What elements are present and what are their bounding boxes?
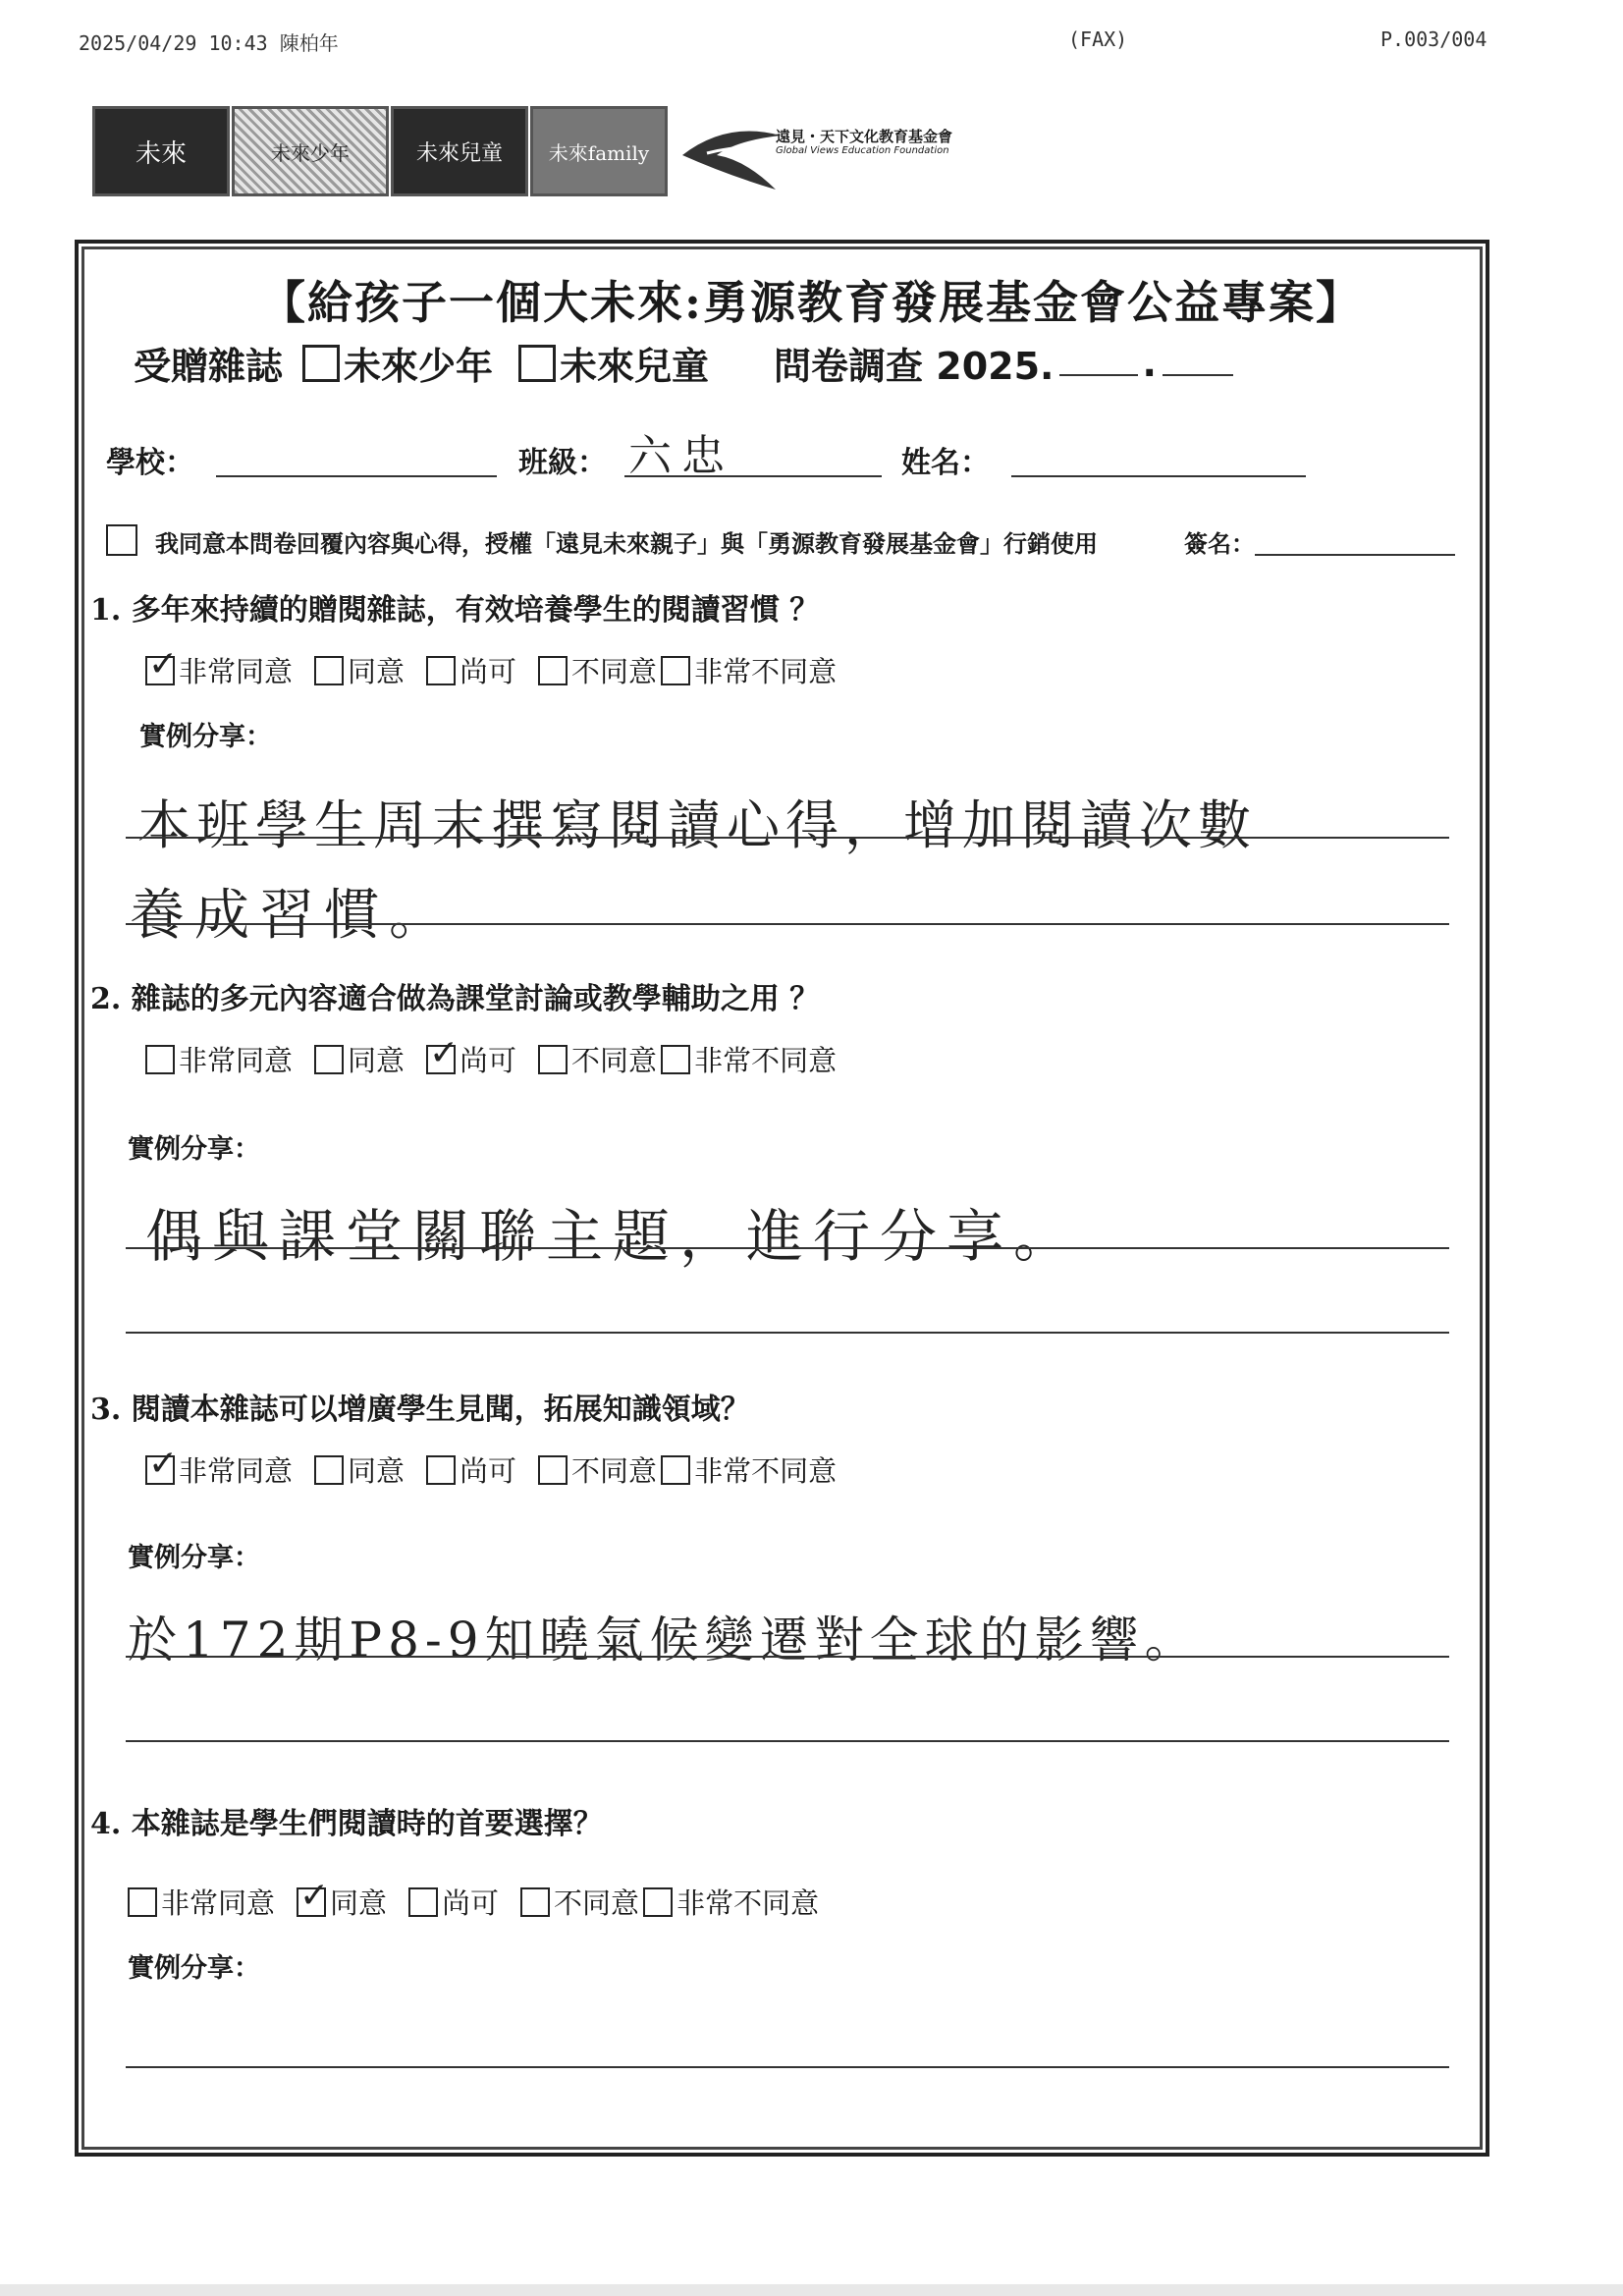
fax-datetime: 2025/04/29 10:43 陳柏年 <box>79 31 339 55</box>
q3-option-disagree[interactable] <box>538 1449 657 1490</box>
q3-option-agree[interactable] <box>314 1449 405 1490</box>
logo-weilai-family: 未來family <box>530 106 668 196</box>
question-2-text: 2. 雜誌的多元內容適合做為課堂討論或教學輔助之用 ？ <box>90 982 820 1016</box>
q2-option-strongly-agree[interactable] <box>145 1039 293 1079</box>
q3-answer-line-1: 於172期P8-9知曉氣候變遷對全球的影響。 <box>128 1612 1200 1668</box>
q2-option-strongly-disagree[interactable] <box>661 1039 837 1079</box>
q3-checkbox-disagree[interactable] <box>538 1455 568 1485</box>
q1-option-strongly-disagree[interactable] <box>661 650 837 690</box>
q1-option-neutral[interactable] <box>426 650 516 690</box>
option-label: 不同意 <box>571 1454 658 1488</box>
q1-option-agree[interactable] <box>314 650 405 690</box>
option-label: 非常不同意 <box>694 1044 838 1077</box>
q4-option-strongly-agree[interactable] <box>128 1882 275 1922</box>
q4-option-strongly-disagree[interactable] <box>643 1882 819 1922</box>
logo-weilai-ertong: 未來兒童 <box>391 106 528 196</box>
class-field[interactable] <box>624 475 882 477</box>
survey-month-line[interactable] <box>1059 374 1138 376</box>
q1-checkbox-disagree[interactable] <box>538 656 568 685</box>
class-label: 班級： <box>518 446 607 480</box>
q3-example-label: 實例分享： <box>128 1543 260 1573</box>
option-label: 非常同意 <box>161 1886 276 1920</box>
q1-answer-line-1: 本班學生周末撰寫閱讀心得，增加閱讀次數 <box>137 794 1257 856</box>
option-label: 不同意 <box>571 655 658 688</box>
q1-option-strongly-agree[interactable] <box>145 650 293 690</box>
scan-edge <box>0 2284 1623 2296</box>
q3-option-strongly-agree[interactable] <box>145 1449 293 1490</box>
foundation-name-en: Global Views Education Foundation <box>776 145 949 156</box>
option-label: 同意 <box>330 1886 388 1920</box>
q4-checkbox-strongly-agree[interactable] <box>128 1887 157 1917</box>
question-3-options <box>145 1449 858 1490</box>
q1-answer-underline-2[interactable] <box>126 923 1449 925</box>
q3-answer-underline-2[interactable] <box>126 1740 1449 1742</box>
option-label: 不同意 <box>571 1044 658 1077</box>
sign-label: 簽名： <box>1184 530 1255 558</box>
option-label: 非常不同意 <box>694 1454 838 1488</box>
option-label: 尚可 <box>460 1454 517 1488</box>
option-label: 同意 <box>348 1454 406 1488</box>
question-2-options <box>145 1039 858 1079</box>
magazine-label: 受贈雜誌 <box>134 345 284 388</box>
q3-answer-underline-1[interactable] <box>126 1656 1449 1658</box>
foundation-name: 遠見・天下文化教育基金會 <box>776 128 953 145</box>
q1-checkbox-agree[interactable] <box>314 656 344 685</box>
q1-example-label: 實例分享： <box>139 722 272 752</box>
question-3-text: 3. 閱讀本雜誌可以增廣學生見聞，拓展知識領域？ <box>90 1393 750 1427</box>
question-4-text: 4. 本雜誌是學生們閱讀時的首要選擇？ <box>90 1807 603 1841</box>
option-label: 非常同意 <box>179 1044 294 1077</box>
name-field[interactable] <box>1011 475 1306 477</box>
q4-option-agree[interactable] <box>297 1882 387 1922</box>
survey-label: 問卷調查 2025. <box>774 345 1055 388</box>
q2-option-disagree[interactable] <box>538 1039 657 1079</box>
option-label: 非常同意 <box>179 655 294 688</box>
q2-checkbox-disagree[interactable] <box>538 1045 568 1074</box>
q4-option-neutral[interactable] <box>408 1882 499 1922</box>
logo-weilai: 未來 <box>92 106 230 196</box>
q3-option-neutral[interactable] <box>426 1449 516 1490</box>
school-label: 學校： <box>106 446 194 480</box>
magazine-row <box>134 336 1233 390</box>
q2-checkbox-neutral[interactable] <box>426 1045 456 1074</box>
q3-checkbox-strongly-disagree[interactable] <box>661 1455 690 1485</box>
consent-text: 我同意本問卷回覆內容與心得，授權「遠見未來親子」與「勇源教育發展基金會」行銷使用 <box>155 530 1098 558</box>
q3-checkbox-agree[interactable] <box>314 1455 344 1485</box>
q2-answer-underline-1[interactable] <box>126 1247 1449 1249</box>
page-title: 【給孩子一個大未來:勇源教育發展基金會公益專案】 <box>260 276 1363 329</box>
q4-checkbox-strongly-disagree[interactable] <box>643 1887 673 1917</box>
sign-field[interactable] <box>1255 554 1455 556</box>
consent-checkbox[interactable] <box>106 524 137 556</box>
fax-label: (FAX) <box>1068 27 1128 51</box>
question-4-options <box>128 1882 840 1922</box>
q4-checkbox-agree[interactable] <box>297 1887 326 1917</box>
q2-checkbox-agree[interactable] <box>314 1045 344 1074</box>
option-weilai-ertong: 未來兒童 <box>560 345 710 388</box>
q4-answer-underline-1[interactable] <box>126 2066 1449 2068</box>
checkbox-weilai-ertong[interactable] <box>518 345 556 382</box>
option-label: 非常不同意 <box>676 1886 820 1920</box>
foundation-logo-icon <box>677 116 785 194</box>
q2-answer-underline-2[interactable] <box>126 1332 1449 1334</box>
q4-checkbox-neutral[interactable] <box>408 1887 438 1917</box>
option-label: 同意 <box>348 655 406 688</box>
q1-checkbox-strongly-agree[interactable] <box>145 656 175 685</box>
option-label: 不同意 <box>554 1886 640 1920</box>
checkbox-weilai-shaonian[interactable] <box>302 345 340 382</box>
q4-checkbox-disagree[interactable] <box>520 1887 550 1917</box>
q1-option-disagree[interactable] <box>538 650 657 690</box>
q2-option-neutral[interactable] <box>426 1039 516 1079</box>
q2-option-agree[interactable] <box>314 1039 405 1079</box>
q2-answer-line-1: 偶與課堂關聯主題，進行分享。 <box>145 1203 1081 1270</box>
logo-weilai-shaonian: 未來少年 <box>232 106 389 196</box>
q1-checkbox-neutral[interactable] <box>426 656 456 685</box>
q2-checkbox-strongly-agree[interactable] <box>145 1045 175 1074</box>
q2-example-label: 實例分享： <box>128 1134 260 1165</box>
option-label: 同意 <box>348 1044 406 1077</box>
q1-answer-line-2: 養成習慣。 <box>130 884 454 948</box>
question-1-options <box>145 650 858 690</box>
option-label: 非常不同意 <box>694 655 838 688</box>
q1-checkbox-strongly-disagree[interactable] <box>661 656 690 685</box>
survey-dot: . <box>1142 341 1157 385</box>
option-label: 尚可 <box>442 1886 500 1920</box>
school-field[interactable] <box>216 475 497 477</box>
name-label: 姓名： <box>901 446 990 480</box>
option-label: 尚可 <box>460 1044 517 1077</box>
q4-option-disagree[interactable] <box>520 1882 639 1922</box>
q3-checkbox-strongly-agree[interactable] <box>145 1455 175 1485</box>
option-label: 非常同意 <box>179 1454 294 1488</box>
option-weilai-shaonian: 未來少年 <box>344 345 494 388</box>
option-label: 尚可 <box>460 655 517 688</box>
survey-day-line[interactable] <box>1163 374 1233 376</box>
fax-page-number: P.003/004 <box>1380 27 1488 51</box>
q1-answer-underline-1[interactable] <box>126 837 1449 839</box>
q2-checkbox-strongly-disagree[interactable] <box>661 1045 690 1074</box>
q3-checkbox-neutral[interactable] <box>426 1455 456 1485</box>
q3-option-strongly-disagree[interactable] <box>661 1449 837 1490</box>
question-1-text: 1. 多年來持續的贈閱雜誌，有效培養學生的閱讀習慣 ？ <box>90 593 820 628</box>
q4-example-label: 實例分享： <box>128 1953 260 1984</box>
class-value: 六忠 <box>628 431 734 481</box>
